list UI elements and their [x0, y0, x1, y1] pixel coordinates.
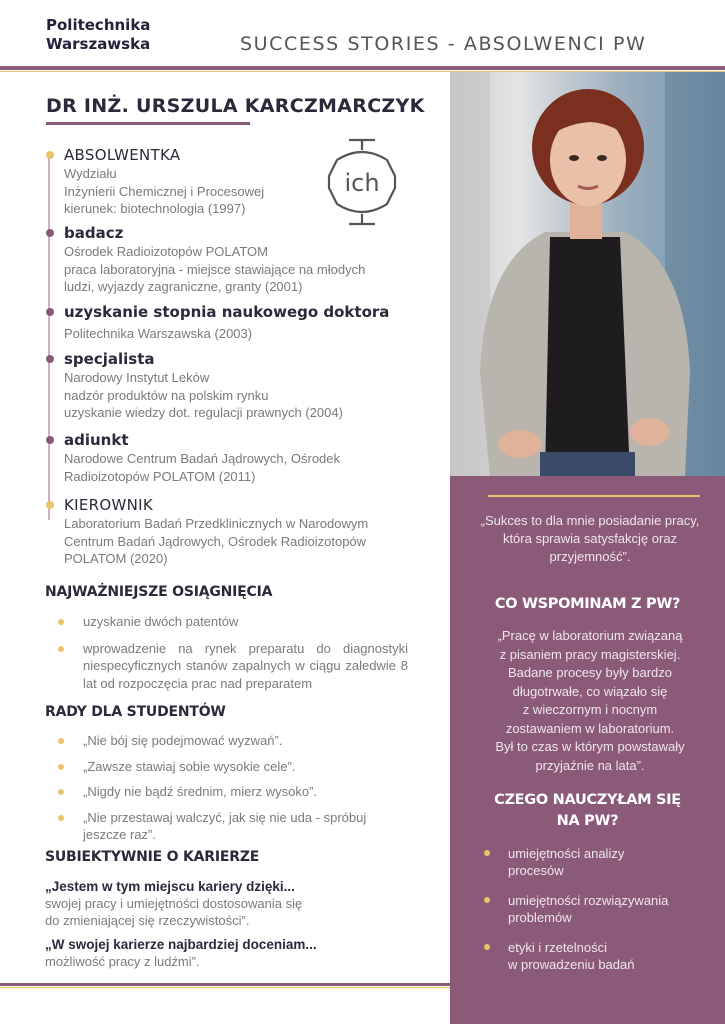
learned-item [484, 892, 714, 926]
name-underline [46, 122, 250, 125]
timeline-desc: uzyskanie wiedzy dot. regulacji prawnych (2004) [64, 405, 343, 420]
timeline-dot [46, 501, 54, 509]
timeline-desc: Ośrodek Radioizotopów POLATOM [64, 244, 268, 259]
timeline-desc: Politechnika Warszawska (2003) [64, 326, 253, 341]
learned-item-line: problemów [508, 910, 572, 925]
success-quote: „Sukces to dla mnie posiadanie pracy, która sprawia satysfakcję oraz przyjemność”. [480, 513, 700, 564]
learned-heading-line: CZEGO NAUCZYŁAM SIĘ [494, 792, 681, 808]
memories-text [470, 627, 710, 775]
advice-heading: RADY DLA STUDENTÓW [45, 704, 226, 720]
timeline-title: KIEROWNIK [64, 496, 153, 514]
timeline-dot [46, 308, 54, 316]
portrait-illustration [450, 72, 725, 476]
learned-heading-line: NA PW? [556, 813, 619, 829]
memories-line: z wieczornym i nocnym [522, 702, 658, 717]
timeline-title: uzyskanie stopnia naukowego doktora [64, 303, 390, 321]
politechnika-logo [46, 16, 150, 54]
timeline-item [50, 223, 410, 296]
memories-line: długotrwałe, co wiązało się [512, 683, 668, 699]
memories-line: przyjaźnie na lata”. [535, 757, 645, 773]
timeline-desc: nadzór produktów na polskim rynku [64, 387, 269, 403]
timeline-dot [46, 151, 54, 159]
top-divider [0, 66, 725, 70]
learned-item-line: umiejętności rozwiązywania [508, 893, 669, 908]
timeline-desc: POLATOM (2020) [64, 551, 168, 566]
learned-item-line: umiejętności analizy [508, 846, 625, 861]
timeline-desc: Wydziału [64, 166, 117, 181]
timeline-title: ABSOLWENTKA [64, 146, 181, 164]
achievement-item: uzyskanie dwóch patentów [58, 613, 408, 631]
memories-line: Był to czas w którym powstawały [495, 739, 685, 754]
timeline-desc: Laboratorium Badań Przedklinicznych w Narodowym [64, 516, 369, 531]
career-quote-lead: „Jestem w tym miejscu kariery dzięki... [45, 879, 295, 894]
portrait-photo [450, 72, 725, 476]
logo-line-2: Warszawska [46, 35, 151, 53]
advice-list [58, 732, 408, 844]
timeline-desc: Narodowe Centrum Badań Jądrowych, Ośrodek [64, 451, 341, 466]
career-quote-line: swojej pracy i umiejętności dostosowania się [45, 896, 303, 911]
achievement-item: wprowadzenie na rynek preparatu do diagnostyki niespecyficznych stanów zapalnych w ciągu zaledwie 8 lat od rozpoczęcia prac nad preparatem [58, 640, 408, 693]
learned-list [484, 845, 714, 986]
logo-line-1: Politechnika [46, 16, 151, 34]
memories-line: zostawaniem w laboratorium. [505, 720, 675, 736]
learned-heading [450, 790, 725, 832]
timeline-desc: ludzi, wyjazdy zagraniczne, granty (2001) [64, 279, 303, 294]
timeline-item [50, 430, 410, 485]
career-quote-1 [45, 878, 425, 929]
learned-item [484, 939, 714, 973]
achievements-list [58, 613, 408, 692]
timeline-title: badacz [64, 224, 124, 242]
person-name: DR INŻ. URSZULA KARCZMARCZYK [46, 95, 425, 117]
advice-item: „Nie bój się podejmować wyzwań”. [58, 732, 408, 750]
timeline-item [50, 349, 410, 422]
timeline-desc: Radioizotopów POLATOM (2011) [64, 468, 256, 484]
career-quote-2 [45, 936, 425, 970]
timeline-dot [46, 229, 54, 237]
timeline-title: adiunkt [64, 431, 129, 449]
memories-line: „Pracę w laboratorium związaną [497, 628, 683, 643]
timeline-dot [46, 436, 54, 444]
timeline-desc: Centrum Badań Jądrowych, Ośrodek Radioizotopów [64, 533, 367, 549]
ich-logo-text: ich [344, 169, 380, 197]
timeline-item [50, 495, 410, 568]
timeline-dot [46, 355, 54, 363]
bottom-divider [0, 983, 450, 986]
timeline-desc: Inżynierii Chemicznej i Procesowej [64, 183, 265, 199]
learned-item-line: w prowadzeniu badań [508, 957, 635, 972]
advice-item: „Zawsze stawiaj sobie wysokie cele”. [58, 758, 408, 776]
learned-item-line: etyki i rzetelności [508, 940, 607, 955]
career-quote-line: możliwość pracy z ludźmi”. [45, 954, 200, 969]
career-quote-lead: „W swojej karierze najbardziej doceniam... [45, 937, 317, 952]
memories-line: z pisaniem pracy magisterskiej. [499, 646, 681, 662]
learned-item-line: procesów [508, 863, 564, 878]
timeline-desc: kierunek: biotechnologia (1997) [64, 201, 246, 216]
advice-item: „Nigdy nie bądź średnim, mierz wysoko”. [58, 783, 408, 801]
learned-item [484, 845, 714, 879]
bottom-divider-gold [0, 987, 450, 988]
achievements-heading: NAJWAŻNIEJSZE OSIĄGNIĘCIA [45, 584, 273, 600]
timeline-item [50, 145, 410, 218]
timeline-desc: praca laboratoryjna - miejsce stawiające na młodych [64, 261, 366, 277]
career-quote-line: do zmieniającej się rzeczywistości”. [45, 913, 250, 928]
timeline-desc: Narodowy Instytut Leków [64, 370, 210, 385]
memories-heading: CO WSPOMINAM Z PW? [494, 596, 681, 612]
sidebar-gold-rule [488, 495, 700, 497]
timeline-title: specjalista [64, 350, 155, 368]
memories-line: Badane procesy były bardzo [507, 665, 673, 680]
advice-item: „Nie przestawaj walczyć, jak się nie uda - spróbuj jeszcze raz”. [58, 809, 408, 844]
timeline-item [50, 302, 410, 343]
career-heading: SUBIEKTYWNIE O KARIERZE [45, 849, 260, 865]
page-header-title: SUCCESS STORIES - ABSOLWENCI PW [240, 33, 647, 55]
